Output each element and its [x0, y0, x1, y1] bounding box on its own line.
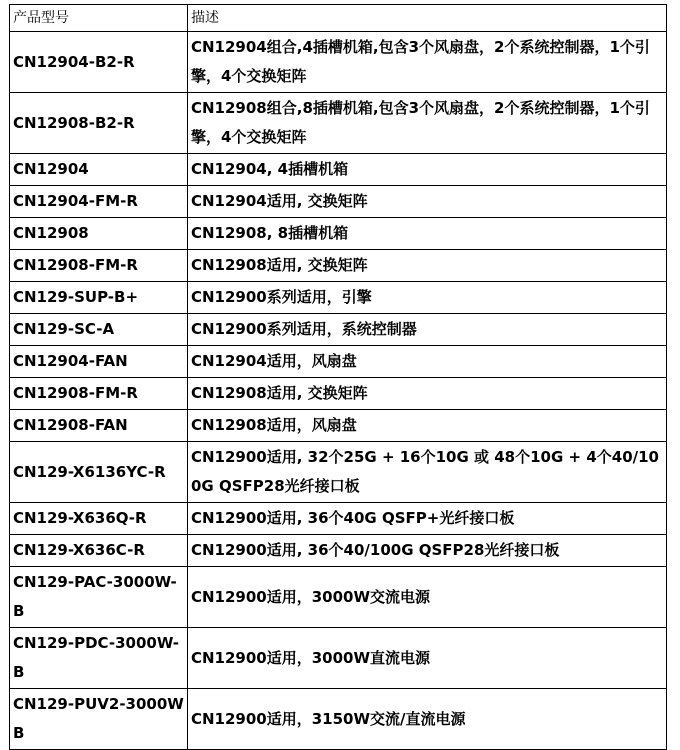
description-cell: CN12908适用，风扇盘 — [188, 410, 667, 442]
model-cell: CN129-X636C-R — [10, 535, 188, 567]
table-row — [10, 32, 667, 93]
description-cell: CN12900适用, 36个40G QSFP+光纤接口板 — [188, 503, 667, 535]
table-row — [10, 93, 667, 154]
table-row — [10, 314, 667, 346]
model-cell: CN12904-FM-R — [10, 186, 188, 218]
model-cell: CN12904 — [10, 154, 188, 186]
table-row — [10, 442, 667, 503]
table-row — [10, 378, 667, 410]
description-cell: CN12900系列适用，引擎 — [188, 282, 667, 314]
model-cell: CN12908-FM-R — [10, 378, 188, 410]
description-cell: CN12904适用，风扇盘 — [188, 346, 667, 378]
model-cell: CN12908-B2-R — [10, 93, 188, 154]
description-cell: CN12904适用, 交换矩阵 — [188, 186, 667, 218]
model-cell: CN12908-FAN — [10, 410, 188, 442]
description-cell: CN12900适用, 36个40/100G QSFP28光纤接口板 — [188, 535, 667, 567]
model-cell: CN129-PAC-3000W-B — [10, 567, 188, 628]
model-cell: CN129-SC-A — [10, 314, 188, 346]
table-row — [10, 628, 667, 689]
model-cell: CN12908 — [10, 218, 188, 250]
description-cell: CN12900适用，3000W交流电源 — [188, 567, 667, 628]
table-row — [10, 282, 667, 314]
model-cell: CN12904-FAN — [10, 346, 188, 378]
table-row — [10, 186, 667, 218]
header-description: 描述 — [188, 5, 667, 32]
table-row — [10, 218, 667, 250]
model-cell: CN129-SUP-B+ — [10, 282, 188, 314]
table-row — [10, 410, 667, 442]
table-row — [10, 567, 667, 628]
table-row — [10, 154, 667, 186]
model-cell: CN12908-FM-R — [10, 250, 188, 282]
model-cell: CN129-PDC-3000W-B — [10, 628, 188, 689]
description-cell: CN12904, 4插槽机箱 — [188, 154, 667, 186]
description-cell: CN12900适用, 32个25G + 16个10G 或 48个10G + 4个40/100G QSFP28光纤接口板 — [188, 442, 667, 503]
model-cell: CN129-X6136YC-R — [10, 442, 188, 503]
table-row — [10, 535, 667, 567]
table-row — [10, 250, 667, 282]
description-cell: CN12900系列适用，系统控制器 — [188, 314, 667, 346]
table-row — [10, 503, 667, 535]
header-row — [10, 5, 667, 32]
model-cell: CN129-X636Q-R — [10, 503, 188, 535]
product-table — [9, 4, 667, 750]
table-row — [10, 346, 667, 378]
header-model: 产品型号 — [10, 5, 188, 32]
table-row — [10, 689, 667, 750]
description-cell: CN12908组合,8插槽机箱,包含3个风扇盘，2个系统控制器，1个引擎，4个交换矩阵 — [188, 93, 667, 154]
description-cell: CN12900适用，3150W交流/直流电源 — [188, 689, 667, 750]
description-cell: CN12908适用, 交换矩阵 — [188, 378, 667, 410]
description-cell: CN12908, 8插槽机箱 — [188, 218, 667, 250]
model-cell: CN12904-B2-R — [10, 32, 188, 93]
description-cell: CN12904组合,4插槽机箱,包含3个风扇盘，2个系统控制器，1个引擎，4个交换矩阵 — [188, 32, 667, 93]
description-cell: CN12900适用，3000W直流电源 — [188, 628, 667, 689]
model-cell: CN129-PUV2-3000WB — [10, 689, 188, 750]
description-cell: CN12908适用, 交换矩阵 — [188, 250, 667, 282]
